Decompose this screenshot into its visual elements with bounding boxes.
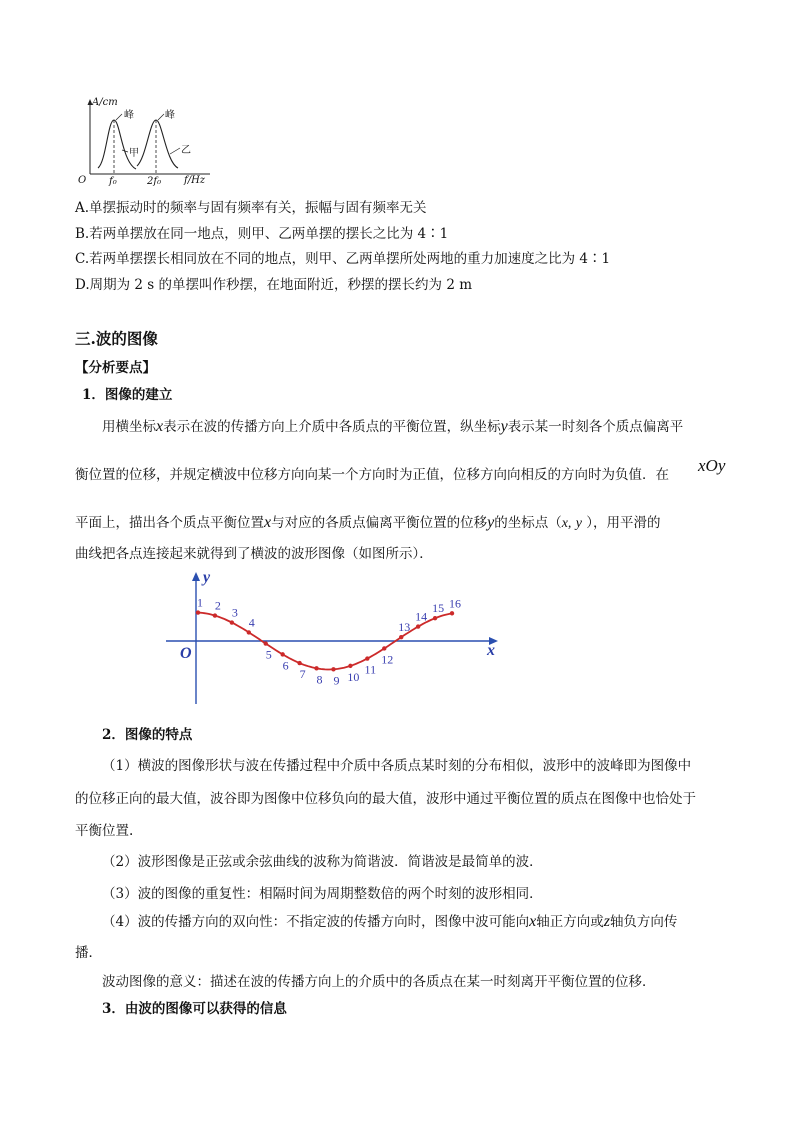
wave-point-label-4: 4	[248, 615, 255, 630]
option-c: C.若两单摆摆长相同放在不同的地点，则甲、乙两单摆所处两地的重力加速度之比为 4∶1	[75, 251, 611, 267]
paragraph-1-line-1	[102, 418, 683, 436]
feature-1-line-2: 的位移正向的最大值，波谷即为图像中位移负向的最大值，波形中通过平衡位置的质点在图像中也恰处于	[75, 791, 696, 807]
p1-line3-text-d: ），用平滑的	[586, 515, 661, 531]
wave-point-label-9: 9	[333, 673, 340, 688]
resonance-curve-label-yi: 乙	[181, 145, 191, 156]
wave-point-14	[416, 624, 420, 628]
resonance-peak-label-2: 峰	[165, 110, 175, 121]
feature-3: （3）波的图像的重复性：相隔时间为周期整数倍的两个时刻的波形相同．	[102, 886, 543, 902]
wave-y-label: y	[203, 569, 211, 586]
option-d: D.周期为 2 s 的单摆叫作秒摆，在地面附近，秒摆的摆长约为 2 m	[75, 277, 472, 293]
section-title: 三.波的图像	[75, 329, 158, 348]
var-y: y	[500, 418, 508, 435]
wave-point-label-7: 7	[299, 667, 306, 682]
wave-point-label-15: 15	[432, 601, 445, 616]
wave-point-label-1: 1	[197, 595, 203, 610]
wave-point-15	[433, 616, 437, 620]
wave-point-6	[280, 652, 284, 656]
option-b: B.若两单摆放在同一地点，则甲、乙两单摆的摆长之比为 4∶1	[75, 226, 449, 242]
wave-point-12	[382, 646, 386, 650]
var-z-axis: z	[603, 913, 610, 930]
p1-text-c: 表示某一时刻各个质点偏离平	[507, 419, 684, 435]
heading-1: 1．图像的建立	[82, 387, 173, 403]
wave-x-label: x	[487, 642, 495, 659]
wave-point-label-8: 8	[316, 672, 323, 687]
feature-4-line-2: 播．	[75, 945, 102, 961]
wave-point-5	[264, 641, 268, 645]
wave-point-1	[196, 610, 200, 614]
p1-line2-text: 衡位置的位移，并规定横波中位移方向向某一个方向时为正值，位移方向向相反的方向时为负值．在	[75, 467, 669, 483]
resonance-peak-label-1: 峰	[124, 110, 134, 121]
resonance-y-axis-label: A/cm	[92, 97, 118, 108]
wave-point-8	[314, 666, 318, 670]
wave-figure	[160, 568, 510, 710]
p1-text-b: 表示在波的传播方向上介质中各质点的平衡位置，纵坐标	[163, 419, 501, 435]
paragraph-1-line-4: 曲线把各点连接起来就得到了横波的波形图像（如图所示）．	[75, 546, 433, 562]
paragraph-1-line-2	[75, 466, 669, 484]
heading-3: 3．由波的图像可以获得的信息	[102, 1001, 287, 1017]
feature-1-line-1: （1）横波的图像形状与波在传播过程中介质中各质点某时刻的分布相似，波形中的波峰即为图像中	[102, 758, 692, 774]
wave-y-axis-arrow	[192, 572, 200, 581]
coord-y: y	[575, 516, 582, 531]
wave-point-label-6: 6	[282, 658, 289, 673]
wave-point-label-13: 13	[398, 620, 411, 635]
wave-origin-label: O	[180, 645, 192, 662]
wave-point-3	[230, 620, 234, 624]
p1-text-a: 用横坐标	[102, 419, 156, 435]
resonance-x-axis-label: f/Hz	[184, 175, 206, 186]
wave-point-label-10: 10	[347, 669, 360, 684]
coord-x: x,	[561, 516, 572, 531]
resonance-tick-f0: f₀	[109, 176, 117, 187]
p1-line3-text-a: 平面上，描出各个质点平衡位置	[75, 515, 264, 531]
feature-1-line-3: 平衡位置.	[75, 823, 134, 839]
f4-text-c: 轴负方向传	[609, 914, 678, 930]
var-x: x	[156, 418, 164, 435]
var-y-2: y	[487, 514, 495, 531]
wave-point-label-12: 12	[381, 652, 394, 667]
wave-point-7	[297, 661, 301, 665]
wave-point-label-3: 3	[231, 605, 238, 620]
resonance-tick-2f0: 2f₀	[147, 176, 162, 187]
wave-point-label-2: 2	[214, 598, 221, 613]
option-a: A.单摆振动时的频率与固有频率有关，振幅与固有频率无关	[75, 200, 427, 216]
wave-point-11	[365, 656, 369, 660]
wave-point-9	[331, 667, 335, 671]
f4-text-a: （4）波的传播方向的双向性：不指定波的传播方向时，图像中波可能向	[102, 914, 530, 930]
wave-point-13	[399, 635, 403, 639]
resonance-origin-label: O	[78, 175, 87, 186]
wave-point-label-5: 5	[265, 647, 272, 662]
wave-point-2	[213, 613, 217, 617]
wave-point-4	[247, 630, 251, 634]
resonance-curve-label-jia: 甲	[129, 148, 139, 159]
wave-meaning: 波动图像的意义：描述在波的传播方向上的介质中的各质点在某一时刻离开平衡位置的位移．	[102, 974, 656, 990]
wave-point-label-14: 14	[415, 609, 428, 624]
f4-text-b: 轴正方向或	[536, 914, 604, 930]
wave-point-label-11: 11	[364, 662, 377, 677]
wave-point-16	[450, 611, 454, 615]
p1-line3-text-c: 的坐标点（	[494, 515, 562, 531]
var-x-axis: x	[529, 913, 537, 930]
p1-line3-text-b: 与对应的各质点偏离平衡位置的位移	[271, 515, 488, 531]
feature-4-line-1	[102, 913, 677, 931]
var-xoy: xOy	[698, 456, 726, 475]
wave-point-10	[348, 664, 352, 668]
wave-point-label-16: 16	[449, 596, 461, 611]
feature-2: （2）波形图像是正弦或余弦曲线的波称为简谐波．简谐波是最简单的波．	[102, 854, 543, 870]
paragraph-1-line-3	[75, 514, 661, 533]
section-subtitle: 【分析要点】	[75, 360, 156, 376]
var-x-2: x	[264, 514, 272, 531]
heading-2: 2．图像的特点	[102, 727, 193, 743]
